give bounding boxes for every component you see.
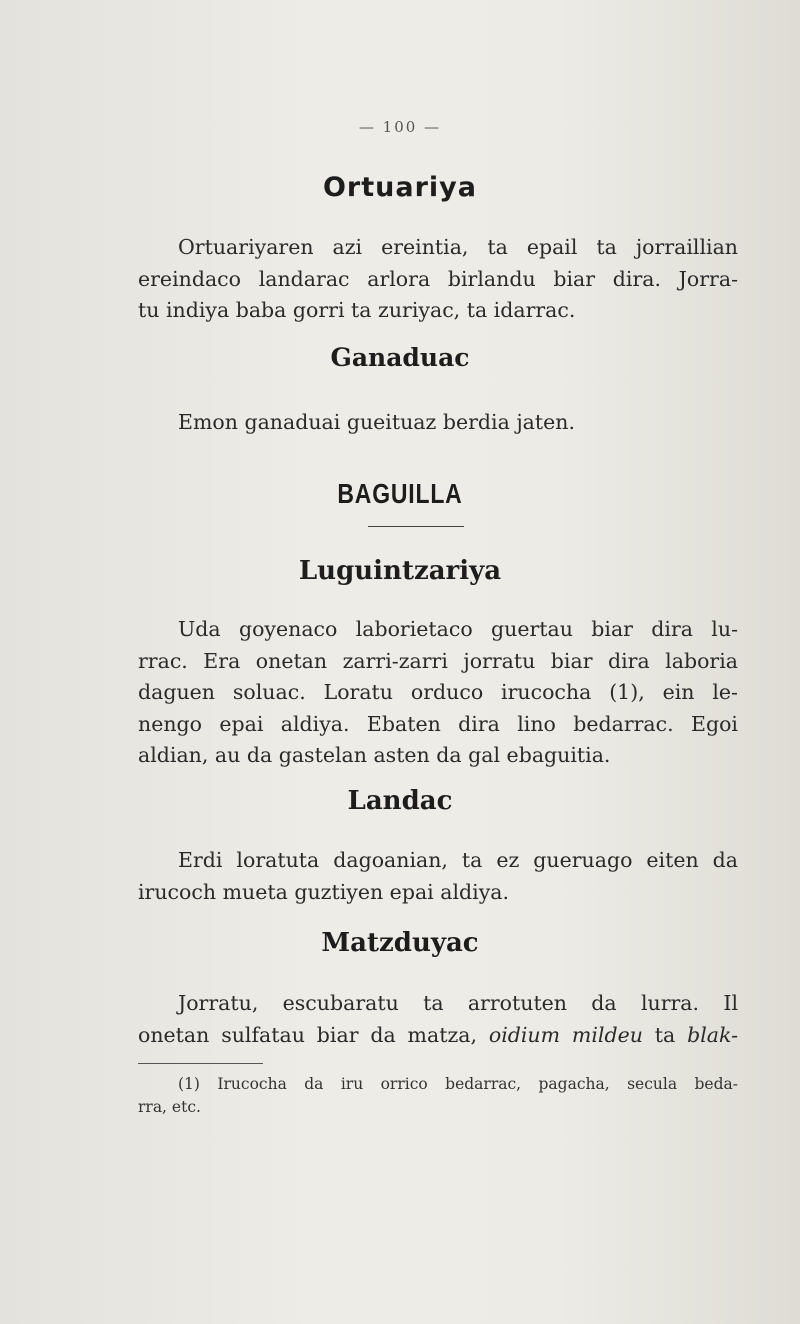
footnote <box>138 1073 738 1119</box>
text-line: Ortuariyaren azi ereintia, ta epail ta jorraillian <box>178 235 738 259</box>
text-line: Jorratu, escubaratu ta arrotuten da lurra. Il <box>178 991 738 1015</box>
text-line: aldian, au da gastelan asten da gal ebaguitia. <box>138 743 611 767</box>
text-line: daguen soluac. Loratu orduco irucocha (1), ein le- <box>138 680 738 704</box>
text-segment: ta <box>642 1022 688 1047</box>
paragraph-matzduyac <box>138 988 738 1051</box>
section-divider <box>368 526 464 527</box>
text-line: rrac. Era onetan zarri-zarri jorratu biar dira laboria <box>138 648 738 673</box>
heading-ortuariya: Ortuariya <box>322 172 477 203</box>
text-line <box>138 1020 738 1052</box>
heading-landac: Landac <box>347 786 453 816</box>
footnote-line: (1) Irucocha da iru orrico bedarrac, pagacha, secula beda- <box>178 1075 738 1093</box>
italic-term: oidium mildeu <box>488 1022 643 1047</box>
text-line: nengo epai aldiya. Ebaten dira lino bedarrac. Egoi <box>138 711 738 736</box>
heading-baguilla: BAGUILLA <box>337 478 463 509</box>
text-line: tu indiya baba gorri ta zuriyac, ta idarrac. <box>138 298 576 322</box>
text-line: ereindaco landarac arlora birlandu biar dira. Jorra- <box>138 266 738 291</box>
text-line: Uda goyenaco laborietaco guertau biar dira lu- <box>178 617 738 641</box>
paragraph-ortuariya <box>138 232 738 327</box>
paragraph-ganaduac <box>138 407 738 439</box>
heading-matzduyac: Matzduyac <box>321 928 479 958</box>
footnote-line: rra, etc. <box>138 1098 201 1116</box>
heading-luguintzariya: Luguintzariya <box>298 556 502 586</box>
page-number: — 100 — <box>358 118 442 136</box>
italic-term: blak- <box>687 1022 739 1047</box>
text-segment: onetan sulfatau biar da matza, <box>138 1022 489 1047</box>
paragraph-luguintzariya <box>138 614 738 772</box>
text-line: Erdi loratuta dagoanian, ta ez gueruago eiten da <box>178 848 738 872</box>
text-line: irucoch mueta guztiyen epai aldiya. <box>138 879 510 904</box>
paragraph-landac <box>138 845 738 908</box>
text-line: Emon ganaduai gueituaz berdia jaten. <box>178 410 575 434</box>
heading-ganaduac: Ganaduac <box>330 343 470 372</box>
footnote-divider <box>138 1063 263 1064</box>
